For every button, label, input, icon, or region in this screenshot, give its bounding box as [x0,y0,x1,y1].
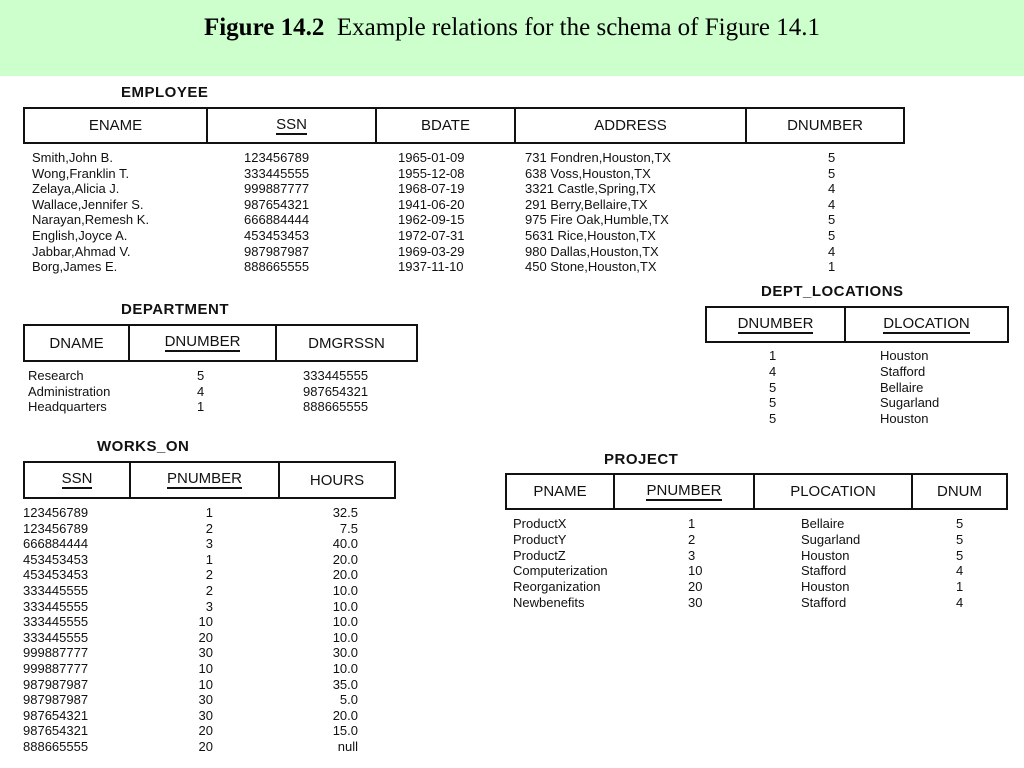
table-cell: 10 [198,614,213,630]
table-cell: 1 [197,399,205,415]
table-cell: 20.0 [332,551,358,567]
table-cell: 1 [828,259,836,275]
table-cell: 3321 Castle,Spring,TX [525,181,656,197]
department-header [23,324,418,362]
table-cell: 7.5 [339,520,358,536]
table-cell: 4 [956,563,964,579]
project-header [505,473,1008,510]
table-cell: 4 [956,594,964,610]
table-cell: 5.0 [339,692,358,708]
department-title: DEPARTMENT [121,301,230,318]
table-cell: Narayan,Remesh K. [32,212,150,228]
table-cell: 987987987 [23,676,89,692]
project-col-pname: PNAME [507,475,615,508]
table-cell: 123456789 [244,150,310,165]
table-cell: 731 Fondren,Houston,TX [525,150,671,165]
employee-col-address: ADDRESS [516,109,747,142]
table-cell: 4 [828,181,836,197]
table-cell: 888665555 [23,738,89,754]
table-cell: 4 [769,363,777,379]
table-cell: 5 [956,516,964,531]
table-cell: Computerization [513,563,608,579]
table-cell: 666884444 [23,536,89,552]
table-cell: 20 [198,738,213,754]
table-cell: 980 Dallas,Houston,TX [525,243,659,259]
table-cell: Zelaya,Alicia J. [32,181,120,197]
table-cell: Houston [880,411,929,427]
table-cell: 1 [956,579,964,595]
table-cell: 333445555 [23,582,89,598]
table-cell: Reorganization [513,579,601,595]
table-cell: 666884444 [244,212,310,228]
table-cell: Houston [880,348,929,363]
table-cell: 2 [688,531,696,547]
table-cell: 333445555 [303,368,369,383]
table-cell: Stafford [880,363,926,379]
table-cell: Stafford [801,563,847,579]
table-cell: 1969-03-29 [398,243,465,259]
dept-locations-col-dnumber: DNUMBER [707,308,846,341]
table-cell: 10 [198,660,213,676]
table-cell: 1 [769,348,777,363]
table-cell: 30 [688,594,703,610]
table-cell: 987654321 [303,383,369,399]
table-cell: 453453453 [23,551,89,567]
table-cell: 1972-07-31 [398,227,465,243]
table-cell: 5 [828,227,836,243]
figure-caption-text: Example relations for the schema of Figure 14.1 [336,14,821,41]
employee-col-bdate: BDATE [377,109,516,142]
table-cell: 1965-01-09 [398,150,465,165]
table-cell: 4 [828,243,836,259]
table-cell: 1962-09-15 [398,212,465,228]
table-cell: Headquarters [28,399,107,415]
table-cell: Jabbar,Ahmad V. [32,243,131,259]
table-cell: 15.0 [332,723,358,739]
table-cell: 10.0 [332,598,358,614]
table-cell: 3 [205,536,213,552]
table-cell: 20 [688,579,703,595]
table-cell: 5 [197,368,205,383]
table-cell: 10.0 [332,614,358,630]
employee-col-dnumber: DNUMBER [787,117,863,134]
works-on-col-ssn: SSN [25,463,131,497]
employee-col-ename: ENAME [25,109,208,142]
employee-title: EMPLOYEE [121,84,209,101]
table-cell: 4 [197,383,205,399]
table-cell: 450 Stone,Houston,TX [525,259,657,275]
table-cell: 999887777 [23,645,89,661]
table-cell: 888665555 [303,399,369,415]
table-cell: 1941-06-20 [398,196,465,212]
table-cell: 888665555 [244,259,310,275]
table-cell: 5 [828,212,836,228]
table-cell: Administration [28,383,111,399]
employee-col-ssn: SSN [208,109,377,142]
dept-locations-header [705,306,1009,343]
table-cell: 975 Fire Oak,Humble,TX [525,212,669,228]
table-cell: 5 [828,165,836,181]
table-cell: 40.0 [332,536,358,552]
table-cell: Borg,James E. [32,259,118,275]
table-cell: 5631 Rice,Houston,TX [525,227,656,243]
table-cell: 1 [688,516,696,531]
table-cell: 30 [198,692,213,708]
table-cell: 10.0 [332,629,358,645]
table-cell: 3 [205,598,213,614]
table-cell: 333445555 [23,629,89,645]
works-on-header [23,461,396,499]
table-cell: 5 [769,395,777,411]
table-cell: 30.0 [332,645,358,661]
works-on-col-pnumber: PNUMBER [131,463,280,497]
table-cell: 3 [688,547,696,563]
project-title: PROJECT [604,451,679,468]
table-cell: 999887777 [244,181,310,197]
table-cell: 453453453 [23,567,89,583]
table-cell: 10 [198,676,213,692]
table-cell: 30 [198,645,213,661]
table-cell: Wallace,Jennifer S. [32,196,144,212]
works-on-col-hours: HOURS [309,471,365,489]
table-cell: ProductY [513,531,567,547]
table-cell: 987987987 [23,692,89,708]
table-cell: Newbenefits [513,594,585,610]
table-cell: 987654321 [23,707,89,723]
table-cell: 20.0 [332,567,358,583]
table-cell: 20 [198,629,213,645]
table-cell: 1968-07-19 [398,181,465,197]
table-cell: 1 [205,551,213,567]
table-cell: ProductX [513,516,567,531]
table-cell: 987654321 [23,723,89,739]
department-col-dname: DNAME [25,326,130,360]
table-cell: 5 [769,411,777,427]
table-cell: 999887777 [23,660,89,676]
table-cell: 5 [956,531,964,547]
project-col-plocation: PLOCATION [755,475,913,508]
employee-header [23,107,905,144]
dept-locations-col-dlocation: DLOCATION [883,314,970,332]
table-cell: 638 Voss,Houston,TX [525,165,651,181]
table-cell: 10.0 [332,660,358,676]
table-cell: Sugarland [880,395,940,411]
works-on-title: WORKS_ON [97,438,190,455]
table-cell: 5 [769,379,777,395]
project-col-pnumber: PNUMBER [615,475,755,508]
table-cell: Bellaire [880,379,924,395]
table-cell: Stafford [801,594,847,610]
table-cell: 333445555 [244,165,310,181]
table-cell: 2 [205,582,213,598]
department-col-dmgrssn: DMGRSSN [308,334,385,352]
table-cell: Bellaire [801,516,845,531]
table-cell: 333445555 [23,598,89,614]
table-cell: 453453453 [244,227,310,243]
table-cell: 987987987 [244,243,310,259]
table-cell: 32.5 [332,505,358,520]
table-cell: 291 Berry,Bellaire,TX [525,196,648,212]
table-cell: 35.0 [332,676,358,692]
table-cell: Houston [801,579,850,595]
table-cell: English,Joyce A. [32,227,128,243]
table-cell: 1955-12-08 [398,165,465,181]
table-cell: 2 [205,567,213,583]
project-col-dnum: DNUM [937,483,982,500]
table-cell: ProductZ [513,547,566,563]
table-cell: 5 [956,547,964,563]
table-cell: Research [28,368,84,383]
figure-label: Figure 14.2 [203,14,325,41]
table-cell: Houston [801,547,850,563]
table-cell: 10 [688,563,703,579]
table-cell: Sugarland [801,531,861,547]
table-cell: 987654321 [244,196,310,212]
table-cell: 123456789 [23,505,89,520]
table-cell: 4 [828,196,836,212]
table-cell: 20 [198,723,213,739]
table-cell: null [337,738,358,754]
table-cell: 1937-11-10 [398,259,464,275]
department-col-dnumber: DNUMBER [130,326,277,360]
table-cell: Smith,John B. [32,150,113,165]
table-cell: 333445555 [23,614,89,630]
table-cell: 5 [828,150,836,165]
figure-caption [0,14,1024,42]
table-cell: 2 [205,520,213,536]
table-cell: 1 [205,505,213,520]
table-cell: 123456789 [23,520,89,536]
table-cell: 10.0 [332,582,358,598]
dept-locations-title: DEPT_LOCATIONS [761,283,904,300]
table-cell: Wong,Franklin T. [32,165,130,181]
table-cell: 30 [198,707,213,723]
table-cell: 20.0 [332,707,358,723]
